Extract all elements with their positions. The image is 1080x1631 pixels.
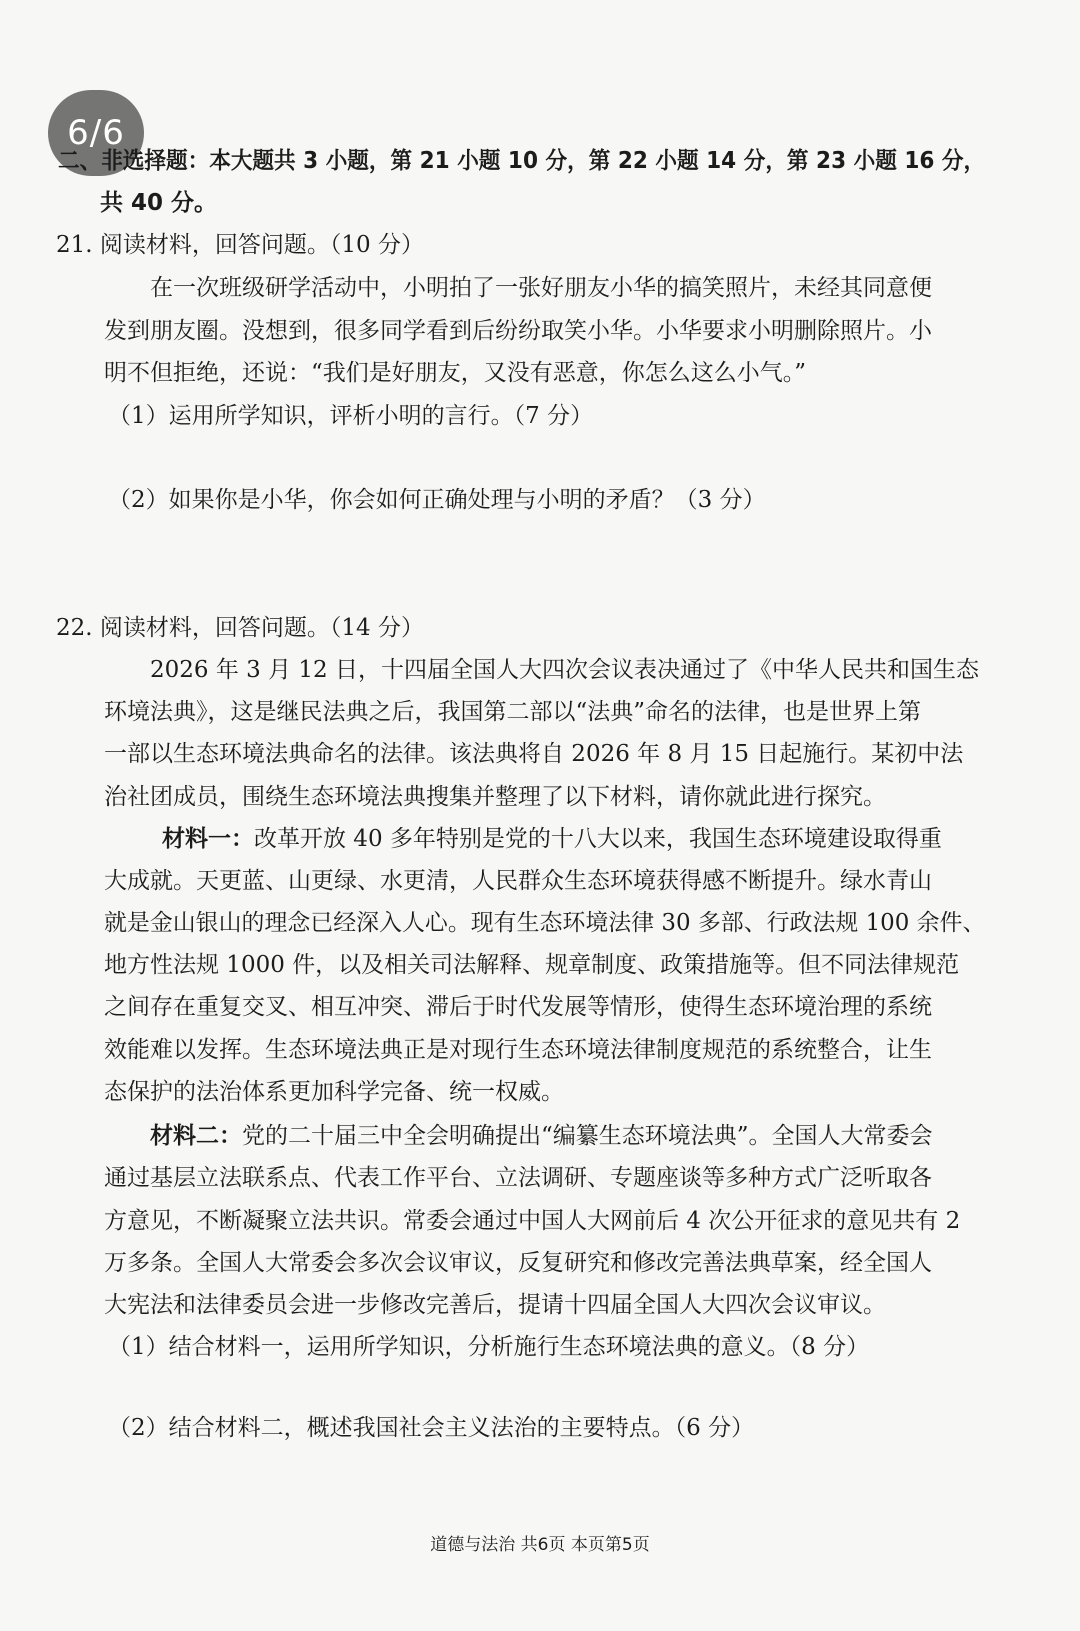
material-1-label: 材料一： [162,826,254,852]
q22-material-2-line: 通过基层立法联系点、代表工作平台、立法调研、专题座谈等多种方式广泛听取各 [104,1165,932,1191]
q22-material-2-line: 大宪法和法律委员会进一步修改完善后，提请十四届全国人大四次会议审议。 [104,1292,886,1318]
q22-intro-line: 一部以生态环境法典命名的法律。该法典将自 2026 年 8 月 15 日起施行。某初中法 [104,741,964,767]
q22-material-2-line: 方意见，不断凝聚立法共识。常委会通过中国人大网前后 4 次公开征求的意见共有 2 [104,1208,961,1234]
q22-intro-line: 2026 年 3 月 12 日，十四届全国人大四次会议表决通过了《中华人民共和国生态 [150,657,979,683]
page-counter-badge: 6/6 [48,90,144,176]
q21-material-line: 发到朋友圈。没想到，很多同学看到后纷纷取笑小华。小华要求小明删除照片。小 [104,318,932,344]
q22-material-1-line: 效能难以发挥。生态环境法典正是对现行生态环境法律制度规范的系统整合，让生 [104,1037,932,1063]
q22-material-1-line: 之间存在重复交叉、相互冲突、滞后于时代发展等情形，使得生态环境治理的系统 [104,994,932,1020]
q22-subquestion-1: （1）结合材料一，运用所学知识，分析施行生态环境法典的意义。（8 分） [108,1334,870,1360]
section-title-line-2: 共 40 分。 [100,190,218,216]
material-2-text: 党的二十届三中全会明确提出“编纂生态环境法典”。全国人大常委会 [242,1123,933,1149]
material-2-label: 材料二： [150,1123,242,1149]
q21-material-line: 在一次班级研学活动中，小明拍了一张好朋友小华的搞笑照片，未经其同意便 [150,275,932,301]
q22-material-1-line: 态保护的法治体系更加科学完备、统一权威。 [104,1079,564,1105]
q21-subquestion-2: （2）如果你是小华，你会如何正确处理与小明的矛盾？（3 分） [108,487,766,513]
q21-material-line: 明不但拒绝，还说：“我们是好朋友，又没有恶意，你怎么这么小气。” [104,360,807,386]
q22-material-1-line: 地方性法规 1000 件，以及相关司法解释、规章制度、政策措施等。但不同法律规范 [104,952,960,978]
q22-material-1-line: 大成就。天更蓝、山更绿、水更清，人民群众生态环境获得感不断提升。绿水青山 [104,868,932,894]
q22-header: 22. 阅读材料，回答问题。（14 分） [56,615,424,641]
page-footer: 道德与法治 共6页 本页第5页 [430,1535,650,1555]
q22-material-2-first-line [150,1121,933,1151]
q22-intro-line: 治社团成员，围绕生态环境法典搜集并整理了以下材料，请你就此进行探究。 [104,784,886,810]
material-1-text: 改革开放 40 多年特别是党的十八大以来，我国生态环境建设取得重 [254,826,942,852]
q22-material-1-line: 就是金山银山的理念已经深入人心。现有生态环境法律 30 多部、行政法规 100 余件、 [104,910,986,936]
q22-material-2-line: 万多条。全国人大常委会多次会议审议，反复研究和修改完善法典草案，经全国人 [104,1250,932,1276]
q21-header: 21. 阅读材料，回答问题。（10 分） [56,232,424,258]
q22-subquestion-2: （2）结合材料二，概述我国社会主义法治的主要特点。（6 分） [108,1415,755,1441]
q22-intro-line: 环境法典》，这是继民法典之后，我国第二部以“法典”命名的法律，也是世界上第 [104,699,922,725]
q22-material-1-first-line [162,824,942,854]
q21-subquestion-1: （1）运用所学知识，评析小明的言行。（7 分） [108,403,594,429]
section-title-line-1: 二、非选择题：本大题共 3 小题，第 21 小题 10 分，第 22 小题 14 分，第 23 小题 16 分， [58,148,986,174]
